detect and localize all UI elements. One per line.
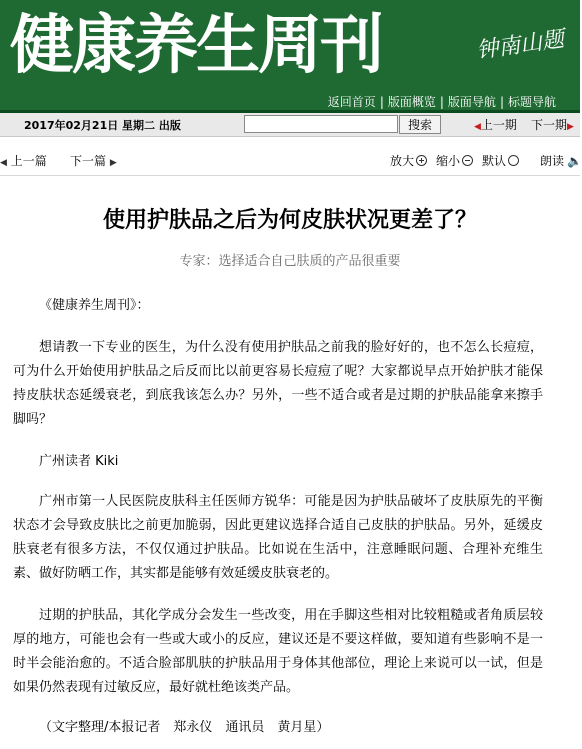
nav-home-link[interactable]: 返回首页 bbox=[327, 95, 376, 109]
article-subtitle: 专家：选择适合自己肤质的产品很重要 bbox=[179, 254, 401, 269]
article-toolbar bbox=[0, 137, 580, 175]
article-answer-2: 过期的护肤品，其化学成分会发生一些改变，用在手脚这些相对比较粗糙或者角质层较厚的地方，可能也会有一些或大或小的反应，建议还是不要这样做，要知道有些影响不是一时半会能治愈的。不适合脸部肌肤的护肤品用于身体其他部位，理论上来说可以一试，但是如果仍然表现有过敏反应，最好就杜绝该类产品。 bbox=[13, 608, 543, 695]
prev-article-link[interactable] bbox=[0, 152, 47, 169]
nav-title-navigation-link[interactable]: 标题导航 bbox=[507, 95, 556, 109]
zoom-in-label: 放大 bbox=[390, 154, 415, 168]
article-answer-1: 广州市第一人民医院皮肤科主任医师方锐华：可能是因为护肤品破坏了皮肤原先的平衡状态才会导致皮肤比之前更加脆弱，因此更建议选择合适自己皮肤的护肤品。另外，延缓皮肤衰老有很多方法，不仅仅通过护肤品。比如说在生活中，注意睡眠问题、合理补充维生素、做好防晒工作，其实都是能够有效延缓皮肤衰老的。 bbox=[13, 494, 543, 581]
masthead-title: 健康养生周刊 bbox=[10, 8, 382, 83]
prev-issue-label: 上一期 bbox=[480, 118, 517, 132]
speaker-icon: 🔈 bbox=[567, 154, 582, 168]
right-arrow-icon: ▶ bbox=[109, 158, 117, 168]
default-size-icon bbox=[508, 155, 519, 166]
masthead-signature: 钟南山题 bbox=[474, 26, 566, 64]
left-arrow-icon: ◀ bbox=[0, 158, 7, 168]
nav-separator: | bbox=[379, 95, 384, 109]
divider bbox=[0, 175, 580, 176]
default-size-button[interactable] bbox=[482, 152, 519, 169]
zoom-out-button[interactable] bbox=[436, 152, 473, 169]
next-arrow-icon: ▶ bbox=[567, 122, 574, 132]
date-search-bar bbox=[0, 113, 580, 136]
nav-separator: | bbox=[499, 95, 504, 109]
prev-arrow-icon: ◀ bbox=[474, 122, 481, 132]
zoom-in-button[interactable] bbox=[390, 152, 427, 169]
article-reader: 广州读者 Kiki bbox=[39, 454, 119, 469]
top-nav bbox=[0, 92, 580, 110]
prev-article-label: 上一篇 bbox=[10, 154, 47, 168]
article-salutation: 《健康养生周刊》： bbox=[39, 298, 150, 313]
nav-layout-navigation-link[interactable]: 版面导航 bbox=[447, 95, 496, 109]
next-article-label: 下一篇 bbox=[70, 154, 107, 168]
prev-issue-link[interactable] bbox=[474, 116, 517, 133]
zoom-out-icon bbox=[462, 155, 473, 166]
read-aloud-label: 朗读 bbox=[540, 154, 565, 168]
article-credit: （文字整理/本报记者 郑永仪 通讯员 黄月星） bbox=[39, 720, 330, 735]
next-issue-label: 下一期 bbox=[531, 118, 568, 132]
search-input[interactable] bbox=[244, 115, 398, 133]
zoom-in-icon bbox=[416, 155, 427, 166]
nav-separator: | bbox=[439, 95, 444, 109]
read-aloud-button[interactable] bbox=[540, 152, 582, 169]
next-article-link[interactable] bbox=[70, 152, 117, 169]
article-title: 使用护肤品之后为何皮肤状况更差了？ bbox=[102, 207, 477, 233]
masthead bbox=[0, 0, 580, 92]
search-button[interactable]: 搜索 bbox=[399, 115, 441, 134]
default-size-label: 默认 bbox=[482, 154, 507, 168]
article-question: 想请教一下专业的医生，为什么没有使用护肤品之前我的脸好好的，也不怎么长痘痘，可为什么开始使用护肤品之后反而比以前更容易长痘痘了呢？大家都说早点开始护肤才能保持皮肤状态延缓衰老，到底我该怎么办？另外，一些不适合或者是过期的护肤品能拿来擦手脚吗？ bbox=[13, 340, 543, 427]
next-issue-link[interactable] bbox=[531, 116, 574, 133]
zoom-out-label: 缩小 bbox=[436, 154, 461, 168]
issue-date: 2017年02月21日 星期二 出版 bbox=[24, 119, 181, 132]
nav-layout-overview-link[interactable]: 版面概览 bbox=[387, 95, 436, 109]
